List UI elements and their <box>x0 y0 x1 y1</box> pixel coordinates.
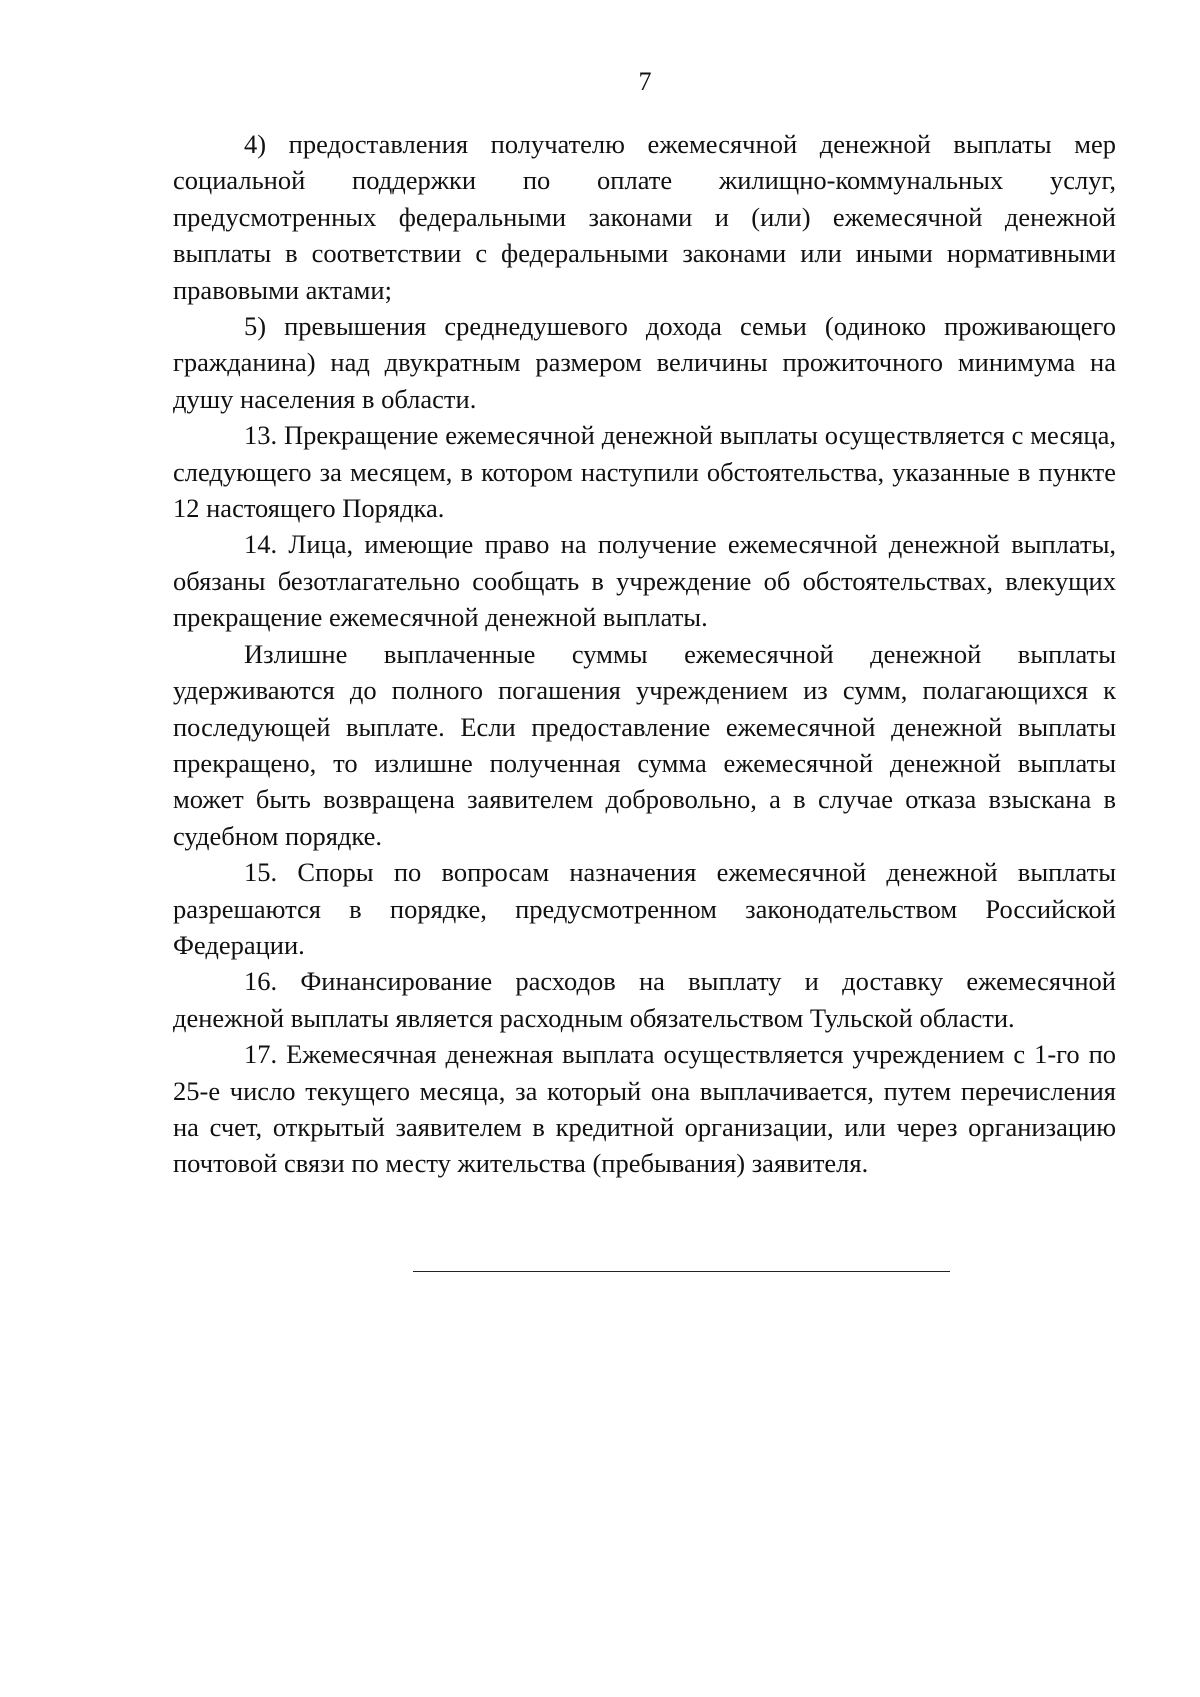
paragraph-clause-17: 17. Ежемесячная денежная выплата осуществляется учреждением с 1-го по 25-е число текущего месяца, за который она выплачивается, путем перечисления на счет, открытый заявителем в кредитной организации, или через организацию почтовой связи по месту жительства (пребывания) заявителя. <box>173 1039 1116 1179</box>
paragraph-clause-13: 13. Прекращение ежемесячной денежной выплаты осуществляется с месяца, следующего за месяцем, в котором наступили обстоятельства, указанные в пункте 12 настоящего Порядка. <box>173 420 1116 524</box>
document-body <box>173 126 1116 1182</box>
paragraph-item-5: 5) превышения среднедушевого дохода семьи (одиноко проживающего гражданина) над двукратным размером величины прожиточного минимума на душу населения в области. <box>173 311 1116 414</box>
paragraph-clause-14: 14. Лица, имеющие право на получение ежемесячной денежной выплаты, обязаны безотлагательно сообщать в учреждение об обстоятельствах, влекущих прекращение ежемесячной денежной выплаты. <box>173 529 1116 633</box>
paragraph-item-4: 4) предоставления получателю ежемесячной денежной выплаты мер социальной поддержки по оплате жилищно-коммунальных услуг, предусмотренных федеральными законами и (или) ежемесячной денежной выплаты в соответствии с федеральными законами или иными нормативными правовыми актами; <box>173 129 1116 305</box>
paragraph-clause-15: 15. Споры по вопросам назначения ежемесячной денежной выплаты разрешаются в порядке, предусмотренном законодательством Российской Федерации. <box>173 857 1116 960</box>
end-of-document-rule <box>413 1271 950 1272</box>
paragraph-overpayment: Излишне выплаченные суммы ежемесячной денежной выплаты удерживаются до полного погашения учреждением из сумм, полагающихся к последующей выплате. Если предоставление ежемесячной денежной выплаты прекращено, то излишне полученная сумма ежемесячной денежной выплаты может быть возвращена заявителем добровольно, а в случае отказа взыскана в судебном порядке. <box>173 638 1116 851</box>
page-number: 7 <box>638 67 652 96</box>
paragraph-clause-16: 16. Финансирование расходов на выплату и доставку ежемесячной денежной выплаты является расходным обязательством Тульской области. <box>173 966 1116 1033</box>
